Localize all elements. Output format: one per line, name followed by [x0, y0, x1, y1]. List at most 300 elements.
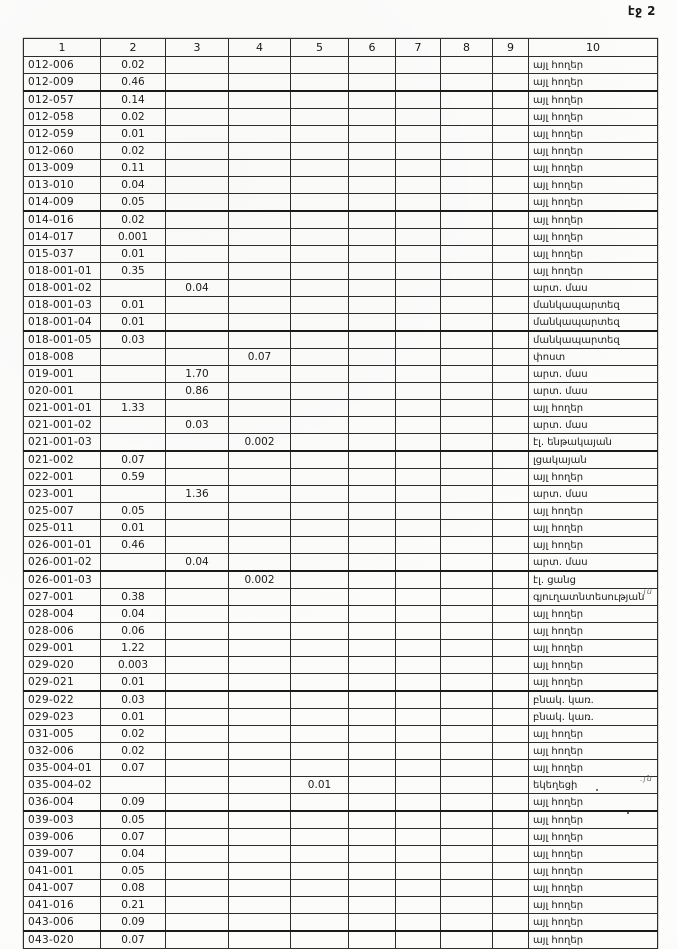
table-row [24, 109, 658, 126]
area-value-cell [166, 246, 229, 263]
scan-speck [596, 789, 598, 791]
area-value-cell [166, 623, 229, 640]
area-value-cell: 0.05 [101, 194, 166, 212]
area-value-cell [396, 777, 441, 794]
area-value-cell [349, 554, 396, 572]
area-value-cell [349, 451, 396, 469]
area-value-cell [349, 880, 396, 897]
parcel-code-cell: 043-020 [24, 931, 101, 949]
land-use-cell: էլ. ցանց [529, 571, 658, 589]
area-value-cell [349, 657, 396, 674]
area-value-cell: 0.03 [101, 691, 166, 709]
area-value-cell [101, 366, 166, 383]
column-header-3: 3 [166, 39, 229, 57]
land-use-cell: այլ հողեր [529, 640, 658, 657]
area-value-cell [166, 829, 229, 846]
land-use-cell: այլ հողեր [529, 263, 658, 280]
column-header-1: 1 [24, 39, 101, 57]
table-row [24, 486, 658, 503]
parcel-code-cell: 029-022 [24, 691, 101, 709]
area-value-cell [229, 674, 291, 692]
table-row [24, 503, 658, 520]
area-value-cell [229, 366, 291, 383]
area-value-cell [441, 434, 493, 452]
table-row [24, 143, 658, 160]
land-use-cell: բնակ. կառ. [529, 691, 658, 709]
parcel-code-cell: 029-001 [24, 640, 101, 657]
table-row [24, 366, 658, 383]
area-value-cell [396, 520, 441, 537]
area-value-cell [493, 846, 529, 863]
area-value-cell [441, 623, 493, 640]
area-value-cell [441, 160, 493, 177]
area-value-cell [349, 606, 396, 623]
area-value-cell [349, 177, 396, 194]
table-row [24, 657, 658, 674]
area-value-cell [229, 383, 291, 400]
parcel-code-cell: 012-059 [24, 126, 101, 143]
area-value-cell: 0.07 [101, 451, 166, 469]
area-value-cell [396, 571, 441, 589]
area-value-cell [291, 743, 349, 760]
area-value-cell [349, 297, 396, 314]
table-row [24, 263, 658, 280]
area-value-cell [493, 486, 529, 503]
land-use-cell: այլ հողեր [529, 109, 658, 126]
area-value-cell [166, 726, 229, 743]
parcel-code-cell: 019-001 [24, 366, 101, 383]
area-value-cell [349, 589, 396, 606]
area-value-cell: 0.01 [101, 674, 166, 692]
area-value-cell: 0.02 [101, 57, 166, 74]
area-value-cell: 0.002 [229, 571, 291, 589]
area-value-cell [166, 709, 229, 726]
land-use-cell: մանկապարտեզ [529, 331, 658, 349]
area-value-cell [166, 177, 229, 194]
area-value-cell [396, 91, 441, 109]
area-value-cell [396, 743, 441, 760]
area-value-cell [493, 794, 529, 812]
area-value-cell [349, 126, 396, 143]
area-value-cell [396, 623, 441, 640]
area-value-cell [166, 811, 229, 829]
land-use-cell: այլ հողեր [529, 246, 658, 263]
area-value-cell [349, 537, 396, 554]
area-value-cell [291, 640, 349, 657]
table-row [24, 811, 658, 829]
area-value-cell [493, 229, 529, 246]
area-value-cell [291, 57, 349, 74]
land-use-cell: այլ հողեր [529, 846, 658, 863]
area-value-cell [291, 211, 349, 229]
area-value-cell [166, 211, 229, 229]
area-value-cell [166, 914, 229, 932]
area-value-cell [396, 931, 441, 949]
land-use-cell: արտ. մաս [529, 366, 658, 383]
area-value-cell [229, 846, 291, 863]
area-value-cell [291, 297, 349, 314]
land-use-cell: այլ հողեր [529, 126, 658, 143]
area-value-cell [441, 109, 493, 126]
parcel-code-cell: 012-057 [24, 91, 101, 109]
area-value-cell [291, 914, 349, 932]
area-value-cell [441, 537, 493, 554]
area-value-cell: 0.07 [101, 829, 166, 846]
area-value-cell [229, 657, 291, 674]
area-value-cell [493, 109, 529, 126]
area-value-cell [101, 571, 166, 589]
area-value-cell [396, 57, 441, 74]
area-value-cell [441, 74, 493, 92]
area-value-cell [349, 57, 396, 74]
area-value-cell [396, 160, 441, 177]
table-row [24, 194, 658, 212]
area-value-cell [291, 880, 349, 897]
area-value-cell [229, 246, 291, 263]
area-value-cell [291, 486, 349, 503]
parcel-code-cell: 014-016 [24, 211, 101, 229]
area-value-cell [291, 109, 349, 126]
area-value-cell [441, 229, 493, 246]
table-row [24, 314, 658, 332]
area-value-cell [229, 91, 291, 109]
area-value-cell [396, 486, 441, 503]
parcel-code-cell: 018-008 [24, 349, 101, 366]
area-value-cell [441, 931, 493, 949]
area-value-cell [101, 417, 166, 434]
area-value-cell [291, 794, 349, 812]
land-use-cell: այլ հողեր [529, 229, 658, 246]
land-use-cell: այլ հողեր [529, 537, 658, 554]
land-use-cell: այլ հողեր [529, 811, 658, 829]
table-row [24, 434, 658, 452]
area-value-cell [349, 160, 396, 177]
area-value-cell [166, 760, 229, 777]
area-value-cell [349, 743, 396, 760]
land-use-cell: արտ. մաս [529, 280, 658, 297]
area-value-cell [349, 194, 396, 212]
table-row [24, 709, 658, 726]
area-value-cell [291, 863, 349, 880]
table-row [24, 383, 658, 400]
parcel-code-cell: 041-001 [24, 863, 101, 880]
area-value-cell [291, 691, 349, 709]
parcel-code-cell: 014-017 [24, 229, 101, 246]
area-value-cell [493, 606, 529, 623]
area-value-cell [441, 794, 493, 812]
land-parcel-table [23, 38, 658, 949]
table-row [24, 623, 658, 640]
area-value-cell [493, 246, 529, 263]
table-row [24, 829, 658, 846]
land-use-cell: այլ հողեր [529, 520, 658, 537]
land-use-cell: այլ հողեր [529, 211, 658, 229]
column-header-5: 5 [291, 39, 349, 57]
area-value-cell [291, 674, 349, 692]
area-value-cell: 0.02 [101, 109, 166, 126]
table-row [24, 417, 658, 434]
area-value-cell [166, 91, 229, 109]
area-value-cell [441, 897, 493, 914]
table-row [24, 589, 658, 606]
table-row [24, 74, 658, 92]
area-value-cell [166, 606, 229, 623]
area-value-cell [291, 606, 349, 623]
area-value-cell [396, 794, 441, 812]
area-value-cell [229, 229, 291, 246]
area-value-cell [396, 366, 441, 383]
area-value-cell [441, 657, 493, 674]
area-value-cell [291, 537, 349, 554]
column-header-4: 4 [229, 39, 291, 57]
area-value-cell [291, 280, 349, 297]
column-header-6: 6 [349, 39, 396, 57]
parcel-code-cell: 026-001-01 [24, 537, 101, 554]
area-value-cell: 0.59 [101, 469, 166, 486]
area-value-cell [291, 143, 349, 160]
area-value-cell [441, 366, 493, 383]
area-value-cell [396, 246, 441, 263]
area-value-cell: 1.36 [166, 486, 229, 503]
area-value-cell [349, 400, 396, 417]
land-use-cell: եկեղեցի [529, 777, 658, 794]
area-value-cell [166, 400, 229, 417]
area-value-cell: 0.86 [166, 383, 229, 400]
area-value-cell [229, 794, 291, 812]
area-value-cell [441, 846, 493, 863]
table-row [24, 280, 658, 297]
area-value-cell: 1.22 [101, 640, 166, 657]
land-use-cell: այլ հողեր [529, 897, 658, 914]
area-value-cell [166, 314, 229, 332]
area-value-cell [493, 880, 529, 897]
area-value-cell [229, 177, 291, 194]
area-value-cell [291, 160, 349, 177]
area-value-cell: 1.33 [101, 400, 166, 417]
area-value-cell [493, 400, 529, 417]
area-value-cell [441, 691, 493, 709]
area-value-cell: 0.002 [229, 434, 291, 452]
area-value-cell [166, 331, 229, 349]
area-value-cell [229, 589, 291, 606]
area-value-cell [291, 126, 349, 143]
area-value-cell [291, 194, 349, 212]
table-row [24, 331, 658, 349]
area-value-cell [441, 486, 493, 503]
area-value-cell [441, 451, 493, 469]
land-use-cell: արտ. մաս [529, 417, 658, 434]
area-value-cell: 0.14 [101, 91, 166, 109]
table-header-row [24, 39, 658, 57]
table-row [24, 571, 658, 589]
land-use-cell: այլ հողեր [529, 674, 658, 692]
area-value-cell [493, 297, 529, 314]
area-value-cell [441, 743, 493, 760]
area-value-cell [166, 451, 229, 469]
area-value-cell [229, 829, 291, 846]
area-value-cell [166, 229, 229, 246]
area-value-cell: 0.04 [166, 280, 229, 297]
area-value-cell: 0.03 [101, 331, 166, 349]
area-value-cell [166, 777, 229, 794]
land-use-cell: մանկապարտեզ [529, 314, 658, 332]
area-value-cell [349, 349, 396, 366]
table-row [24, 931, 658, 949]
area-value-cell [166, 743, 229, 760]
table-row [24, 229, 658, 246]
land-use-cell: արտ. մաս [529, 383, 658, 400]
area-value-cell [396, 417, 441, 434]
area-value-cell [441, 400, 493, 417]
area-value-cell [349, 623, 396, 640]
area-value-cell [166, 194, 229, 212]
land-use-cell: այլ հողեր [529, 469, 658, 486]
table-row [24, 691, 658, 709]
area-value-cell: 0.09 [101, 794, 166, 812]
area-value-cell [396, 126, 441, 143]
area-value-cell [229, 520, 291, 537]
area-value-cell [441, 520, 493, 537]
area-value-cell: 1.70 [166, 366, 229, 383]
area-value-cell [229, 606, 291, 623]
parcel-code-cell: 026-001-03 [24, 571, 101, 589]
area-value-cell: 0.21 [101, 897, 166, 914]
area-value-cell: 0.07 [101, 931, 166, 949]
area-value-cell [291, 846, 349, 863]
area-value-cell [396, 829, 441, 846]
area-value-cell [349, 91, 396, 109]
area-value-cell [441, 674, 493, 692]
area-value-cell [229, 417, 291, 434]
area-value-cell [493, 366, 529, 383]
area-value-cell [441, 640, 493, 657]
area-value-cell [396, 811, 441, 829]
area-value-cell [396, 914, 441, 932]
area-value-cell [229, 194, 291, 212]
parcel-code-cell: 012-009 [24, 74, 101, 92]
area-value-cell [166, 297, 229, 314]
parcel-code-cell: 012-006 [24, 57, 101, 74]
area-value-cell [396, 606, 441, 623]
area-value-cell [493, 537, 529, 554]
area-value-cell [396, 314, 441, 332]
area-value-cell [291, 811, 349, 829]
table-row [24, 126, 658, 143]
area-value-cell [101, 383, 166, 400]
land-use-cell: այլ հողեր [529, 726, 658, 743]
area-value-cell [441, 314, 493, 332]
area-value-cell [229, 263, 291, 280]
area-value-cell [291, 434, 349, 452]
land-use-cell: այլ հողեր [529, 623, 658, 640]
area-value-cell [493, 331, 529, 349]
table-row [24, 846, 658, 863]
parcel-code-cell: 026-001-02 [24, 554, 101, 572]
land-use-cell: այլ հողեր [529, 194, 658, 212]
area-value-cell: 0.001 [101, 229, 166, 246]
area-value-cell [441, 571, 493, 589]
area-value-cell: 0.06 [101, 623, 166, 640]
table-row [24, 897, 658, 914]
area-value-cell [229, 554, 291, 572]
area-value-cell [493, 589, 529, 606]
table-row [24, 297, 658, 314]
area-value-cell [166, 537, 229, 554]
area-value-cell [229, 331, 291, 349]
area-value-cell [396, 469, 441, 486]
area-value-cell [166, 589, 229, 606]
area-value-cell [396, 589, 441, 606]
area-value-cell [493, 726, 529, 743]
parcel-code-cell: 032-006 [24, 743, 101, 760]
area-value-cell [441, 331, 493, 349]
area-value-cell [441, 349, 493, 366]
land-use-cell: լցակայան [529, 451, 658, 469]
land-use-cell: այլ հողեր [529, 914, 658, 932]
area-value-cell [441, 246, 493, 263]
area-value-cell [229, 726, 291, 743]
land-use-cell: այլ հողեր [529, 657, 658, 674]
parcel-code-cell: 043-006 [24, 914, 101, 932]
area-value-cell [229, 914, 291, 932]
area-value-cell [291, 229, 349, 246]
area-value-cell [166, 863, 229, 880]
area-value-cell [229, 126, 291, 143]
area-value-cell [396, 211, 441, 229]
area-value-cell [166, 57, 229, 74]
land-use-cell: էլ. ենթակայան [529, 434, 658, 452]
area-value-cell [493, 143, 529, 160]
parcel-code-cell: 028-006 [24, 623, 101, 640]
land-use-cell: այլ հողեր [529, 160, 658, 177]
area-value-cell [396, 434, 441, 452]
area-value-cell [493, 211, 529, 229]
land-use-cell: բնակ. կառ. [529, 709, 658, 726]
land-use-cell: այլ հողեր [529, 74, 658, 92]
area-value-cell [349, 691, 396, 709]
area-value-cell [291, 503, 349, 520]
area-value-cell [441, 760, 493, 777]
area-value-cell [441, 469, 493, 486]
area-value-cell [101, 280, 166, 297]
area-value-cell [166, 520, 229, 537]
area-value-cell: 0.09 [101, 914, 166, 932]
area-value-cell [166, 571, 229, 589]
area-value-cell: 0.02 [101, 726, 166, 743]
area-value-cell [396, 863, 441, 880]
area-value-cell [441, 126, 493, 143]
area-value-cell [441, 829, 493, 846]
table-row [24, 211, 658, 229]
parcel-code-cell: 015-037 [24, 246, 101, 263]
area-value-cell [166, 263, 229, 280]
area-value-cell [229, 143, 291, 160]
area-value-cell: 0.04 [101, 606, 166, 623]
area-value-cell [396, 400, 441, 417]
area-value-cell [291, 91, 349, 109]
area-value-cell [493, 314, 529, 332]
area-value-cell: 0.02 [101, 211, 166, 229]
area-value-cell: 0.003 [101, 657, 166, 674]
area-value-cell: 0.01 [101, 520, 166, 537]
area-value-cell [493, 571, 529, 589]
area-value-cell [493, 383, 529, 400]
parcel-code-cell: 013-009 [24, 160, 101, 177]
area-value-cell [441, 143, 493, 160]
parcel-code-cell: 029-020 [24, 657, 101, 674]
table-row [24, 451, 658, 469]
table-row [24, 246, 658, 263]
